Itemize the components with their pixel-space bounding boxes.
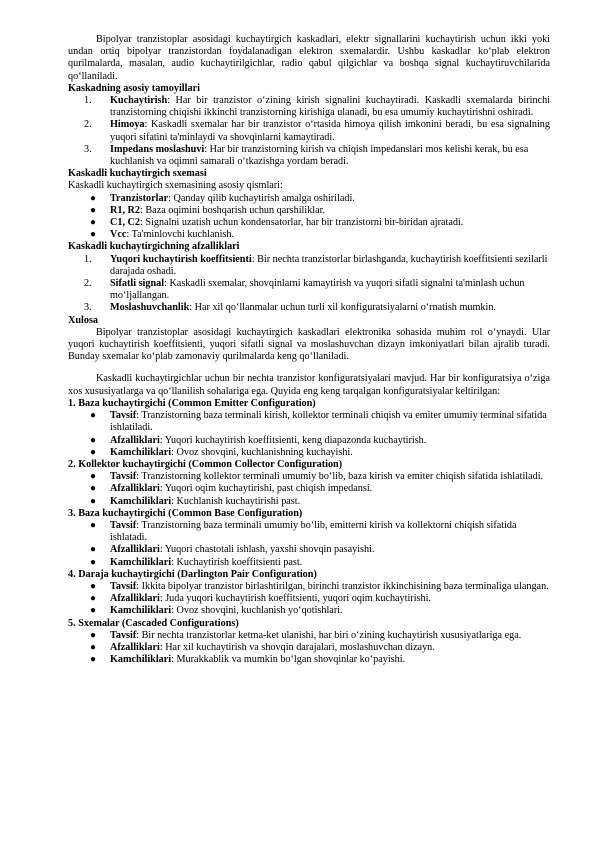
principles-list [68, 95, 550, 168]
list-item: ● Tavsif: Tranzistorning baza terminali umumiy bo‘lib, emitterni kirish va kollektorni chiqish sifatida ishlatadi. [90, 519, 517, 544]
bullet-icon: ● [90, 593, 97, 605]
bullet-icon: ● [90, 446, 97, 458]
list-item: ● Afzalliklari: Har xil kuchaytirish va shovqin darajalari, moslashuvchan dizayn. [90, 641, 435, 653]
config-section [68, 618, 550, 667]
config-heading: 2. Kollektor kuchaytirgichi (Common Collector Configuration) [68, 458, 343, 470]
scheme-heading: Kaskadli kuchaytirgich sxemasi [68, 168, 207, 180]
bullet-icon: ● [90, 495, 97, 507]
list-item: ● Kamchiliklari: Ovoz shovqini, kuchlanishning kuchayishi. [90, 446, 353, 458]
bullet-icon: ● [90, 204, 97, 216]
bullet-icon: ● [90, 580, 97, 592]
scheme-lead: Kaskadli kuchaytirgich sxemasining asosiy qismlari: [68, 180, 283, 192]
bullet-icon: ● [90, 229, 97, 241]
list-item: ● Afzalliklari: Yuqori chastotali ishlash, yaxshi shovqin pasayishi. [90, 544, 375, 556]
config-heading: 1. Baza kuchaytirgichi (Common Emitter Configuration) [68, 397, 316, 409]
config-section [68, 569, 550, 618]
config-heading: 4. Daraja kuchaytirgichi (Darlington Pair Configuration) [68, 568, 317, 580]
list-item: ● Tavsif: Tranzistorning kollektor terminali umumiy bo‘lib, baza kirish va emiter chiqish sifatida ishlatiladi. [90, 471, 544, 483]
list-item: 1. Kuchaytirish: Har bir tranzistor o‘zining kirish signalini kuchaytiradi. Kaskadli sxemalarda birinchi tranzistorning chiqishi ikkinchi tranzistorning kirishiga ulanadi, bu esa umumiy kuchaytirishni oshiradi. [84, 95, 550, 119]
list-item: ● Afzalliklari: Yuqori oqim kuchaytirishi, past chiqish impedansi. [90, 483, 373, 495]
list-item: ● Afzalliklari: Yuqori kuchaytirish koeffitsienti, keng diapazonda kuchaytirish. [90, 434, 427, 446]
list-item: ● Kamchiliklari: Kuchlanish kuchaytirishi past. [90, 495, 301, 507]
intro-paragraph: Bipolyar tranzistoplar asosidagi kuchaytirgich kaskadlari, elektr signallarini kuchaytirish uchun ikki yoki undan ortiq bipolyar tranzistordan foydalanadigan elektron sxemalardir. Ushbu kaskadlar ko‘plab elektron qurilmalarda, masalan, audio kuchaytirilgichlar, radio qabul qilgichlar va boshqa signal kuchaytiruvchilarida qo‘llaniladi. [68, 34, 550, 82]
advantages-heading: Kaskadli kuchaytirgichning afzalliklari [68, 241, 240, 253]
bullet-icon: ● [90, 217, 97, 229]
bullet-icon: ● [90, 654, 97, 666]
conclusion-paragraph: Bipolyar tranzistoplar asosidagi kuchaytirgich kaskadlari elektronika sohasida muhim rol o‘ynaydi. Ular yuqori kuchaytirish koeffitsienti, yuqori sifatli signal va moslashuvchan dizayn imkoniyatlari bilan ajralib turadi. Bunday sxemalar ko‘plab zamonaviy qurilmalarda keng qo‘llaniladi. [68, 326, 550, 363]
bullet-icon: ● [90, 544, 97, 556]
list-item: ● C1, C2: Signalni uzatish uchun kondensatorlar, har bir tranzistorni bir-biridan ajratadi. [90, 217, 464, 229]
list-item: 3. Impedans moslashuvi: Har bir tranzistorning kirish va chiqish impedanslari mos kelishi kerak, bu esa kuchlanish va oqimni samarali o‘tkazishga yordam beradi. [84, 143, 529, 168]
bullet-icon: ● [90, 629, 97, 641]
bullet-icon: ● [90, 483, 97, 495]
paragraph-gap [68, 363, 550, 373]
list-item: 3. Moslashuvchanlik: Har xil qo‘llanmalar uchun turli xil konfiguratsiyalarni o‘rnatish mumkin. [84, 302, 496, 314]
list-item: 1. Yuqori kuchaytirish koeffitsienti: Bir nechta tranzistorlar birlashganda, kuchaytirish koeffitsienti sezilarli darajada oshadi. [84, 253, 548, 277]
bullet-icon: ● [90, 434, 97, 446]
bullet-icon: ● [90, 192, 97, 204]
config-heading: 5. Sxemalar (Cascaded Configurations) [68, 617, 239, 629]
config-section [68, 459, 550, 508]
scheme-list [68, 193, 550, 242]
list-item: ● Kamchiliklari: Murakkablik va mumkin bo‘lgan shovqinlar ko‘payishi. [90, 654, 406, 666]
list-item: ● R1, R2: Baza oqimini boshqarish uchun qarshiliklar. [90, 204, 326, 216]
bullet-icon: ● [90, 471, 97, 483]
list-item: ● Afzalliklari: Juda yuqori kuchaytirish koeffitsienti, yuqori oqim kuchaytirishi. [90, 593, 431, 605]
config-heading: 3. Baza kuchaytirgichi (Common Base Configuration) [68, 507, 303, 519]
configs-intro: Kaskadli kuchaytirgichlar uchun bir nechta tranzistor konfiguratsiyalari mavjud. Har bir konfiguratsiya o‘ziga xos xususiyatlarga va qo‘llanilish sohalariga ega. Quyida eng keng tarqalgan konfiguratsiyalar keltirilgan: [68, 373, 550, 397]
list-item: ● Tavsif: Tranzistorning baza terminali kirish, kollektor terminali chiqish va emiter umumiy terminal sifatida ishlatiladi. [90, 410, 547, 434]
bullet-icon: ● [90, 556, 97, 568]
bullet-icon: ● [90, 641, 97, 653]
list-item: 2. Himoya: Kaskadli sxemalar har bir tranzistor o‘rtasida himoya qilish imkonini beradi, bu esa signalning yuqori sifatini ta'minlaydi va shovqinlarni kamaytiradi. [84, 119, 550, 143]
bullet-icon: ● [90, 519, 97, 531]
list-item: 2. Sifatli signal: Kaskadli sxemalar, shovqinlarni kamaytirish va yuqori sifatli signalni ta'minlash uchun mo‘ljallangan. [84, 278, 525, 302]
list-item: ● Tavsif: Ikkita bipolyar tranzistor birlashtirilgan, birinchi tranzistor ikkinchisining baza terminaliga ulangan. [90, 580, 549, 592]
principles-heading: Kaskadning asosiy tamoyillari [68, 82, 200, 94]
advantages-list [68, 254, 550, 315]
list-item: ● Vcc: Ta'minlovchi kuchlanish. [90, 229, 235, 241]
config-section [68, 398, 550, 459]
bullet-icon: ● [90, 410, 97, 422]
document-page [68, 34, 550, 666]
list-item: ● Kamchiliklari: Ovoz shovqini, kuchlanish yo‘qotishlari. [90, 605, 343, 617]
config-section [68, 508, 550, 569]
list-item: ● Tavsif: Bir nechta tranzistorlar ketma-ket ulanishi, har biri o‘zining kuchaytirish xususiyatlariga ega. [90, 629, 522, 641]
list-item: ● Tranzistorlar: Qanday qilib kuchaytirish amalga oshiriladi. [90, 192, 355, 204]
conclusion-heading: Xulosa [68, 314, 99, 326]
list-item: ● Kamchiliklari: Kuchaytirish koeffitsienti past. [90, 556, 303, 568]
bullet-icon: ● [90, 605, 97, 617]
